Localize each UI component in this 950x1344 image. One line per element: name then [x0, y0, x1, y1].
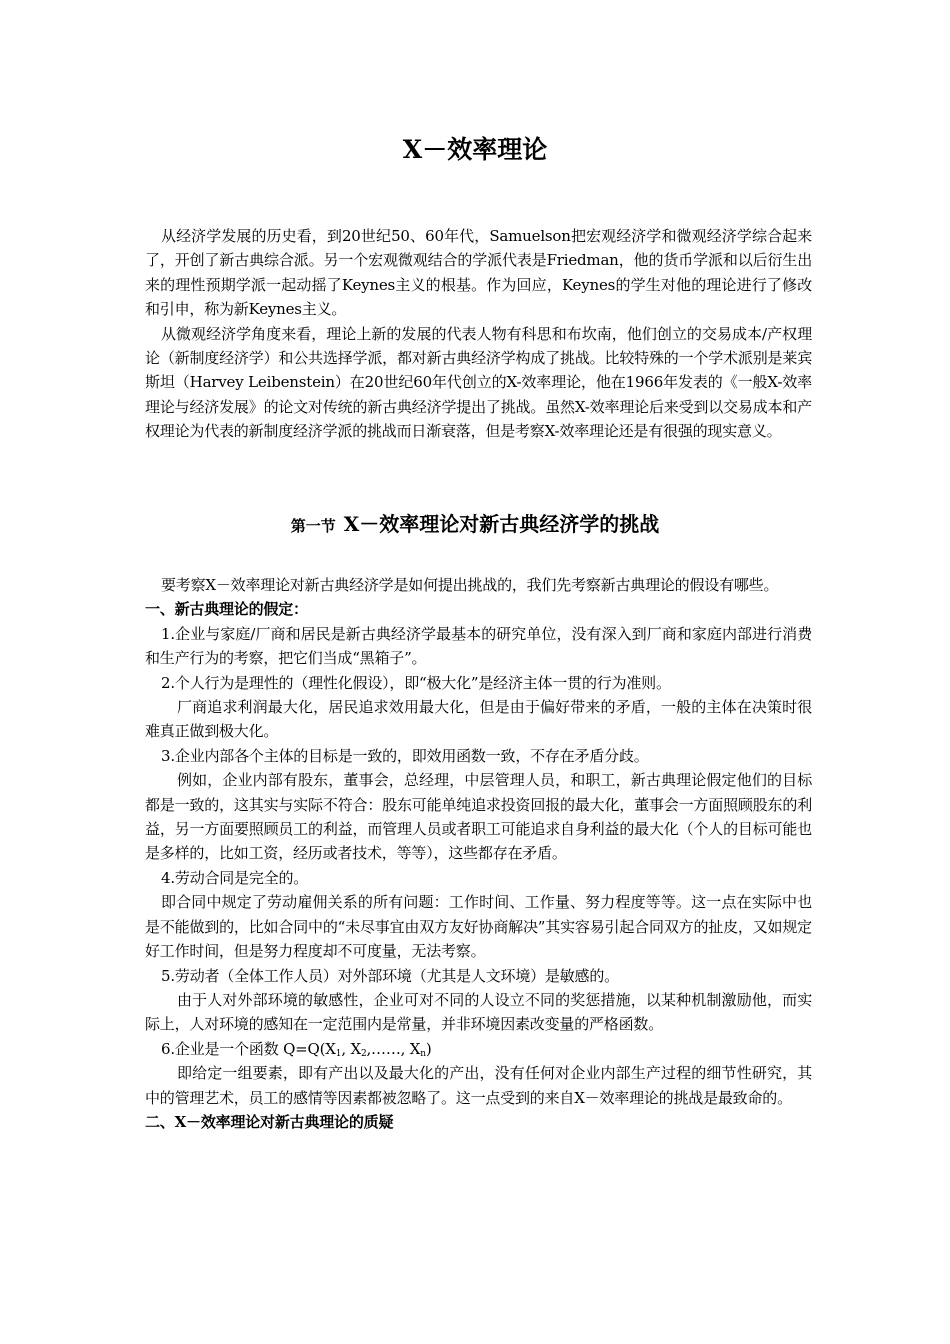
function-text: , X	[341, 1039, 361, 1058]
assumption-item: 3.企业内部各个主体的目标是一致的，即效用函数一致，不存在矛盾分歧。	[161, 746, 649, 765]
intro-paragraph: 从微观经济学角度来看，理论上新的发展的代表人物有科思和布坎南，他们创立的交易成本/产权理论（新制度经济学）和公共选择学派，都对新古典经济学构成了挑战。比较特殊的一个学术派别是莱宾斯坦（Harvey Leibenstein）在20世纪60年代创立的X-效率理论，他在1966年发表的《一般X-效率理论与经济发展》的论文对传统的新古典经济学提出了挑战。虽然X-效率理论后来受到以交易成本和产权理论为代表的新制度经济学派的挑战而日渐衰落，但是考察X-效率理论还是有很强的现实意义。	[145, 324, 812, 441]
assumption-item: 4.劳动合同是完全的。	[161, 868, 309, 887]
assumption-note: 即合同中规定了劳动雇佣关系的所有问题：工作时间、工作量、努力程度等等。这一点在实际中也是不能做到的，比如合同中的“未尽事宜由双方友好协商解决”其实容易引起合同双方的扯皮，又如规定好工作时间，但是努力程度却不可度量，无法考察。	[145, 893, 812, 961]
assumption-note: 由于人对外部环境的敏感性，企业可对不同的人设立不同的奖惩措施，以某种机制激励他，而实际上，人对环境的感知在一定范围内是常量，并非环境因素改变量的严格函数。	[145, 990, 812, 1034]
assumption-item: 2.个人行为是理性的（理性化假设），即“极大化”是经济主体一贯的行为准则。	[161, 673, 671, 692]
intro-paragraph: 从经济学发展的历史看，到20世纪50、60年代，Samuelson把宏观经济学和微观经济学综合起来了，开创了新古典综合派。另一个宏观微观结合的学派代表是Friedman，他的货币学派和以后衍生出来的理性预期学派一起动摇了Keynes主义的根基。作为回应，Keynes的学生对他的理论进行了修改和引申，称为新Keynes主义。	[145, 227, 812, 319]
function-text: ,……, X	[366, 1039, 421, 1058]
subheading-critique: 二、X－效率理论对新古典理论的质疑	[145, 1112, 394, 1131]
document-title: X－效率理论	[402, 135, 548, 164]
section-title: X－效率理论对新古典经济学的挑战	[343, 512, 660, 536]
section-heading	[0, 509, 950, 541]
assumption-item: 1.企业与家庭/厂商和居民是新古典经济学最基本的研究单位，没有深入到厂商和家庭内部进行消费和生产行为的考察，把它们当成“黑箱子”。	[145, 624, 812, 668]
function-text: 6.企业是一个函数 Q=Q(X	[161, 1039, 336, 1058]
assumption-note: 厂商追求利润最大化，居民追求效用最大化，但是由于偏好带来的矛盾，一般的主体在决策时很难真正做到极大化。	[145, 698, 812, 741]
subheading-assumptions: 一、新古典理论的假定：	[145, 600, 308, 619]
body-block	[145, 573, 812, 1134]
assumption-item-function	[145, 1037, 812, 1061]
subscript: 1	[335, 1048, 342, 1059]
subscript: n	[420, 1048, 426, 1059]
subscript: 2	[360, 1048, 367, 1059]
assumption-item: 5.劳动者（全体工作人员）对外部环境（尤其是人文环境）是敏感的。	[161, 966, 619, 985]
lead-paragraph: 要考察X－效率理论对新古典经济学是如何提出挑战的，我们先考察新古典理论的假设有哪些。	[161, 576, 779, 594]
assumption-note: 即给定一组要素，即有产出以及最大化的产出，没有任何对企业内部生产过程的细节性研究，其中的管理艺术，员工的感情等因素都被忽略了。这一点受到的来自X－效率理论的挑战是最致命的。	[145, 1064, 812, 1107]
intro-block	[145, 224, 812, 444]
section-label: 第一节	[290, 517, 336, 535]
assumption-note: 例如，企业内部有股东，董事会，总经理，中层管理人员，和职工，新古典理论假定他们的目标都是一致的，这其实与实际不符合：股东可能单纯追求投资回报的最大化，董事会一方面照顾股东的利益，另一方面要照顾员工的利益，而管理人员或者职工可能追求自身利益的最大化（个人的目标可能也是多样的，比如工资，经历或者技术，等等），这些都存在矛盾。	[145, 771, 812, 863]
function-text: )	[425, 1039, 432, 1058]
